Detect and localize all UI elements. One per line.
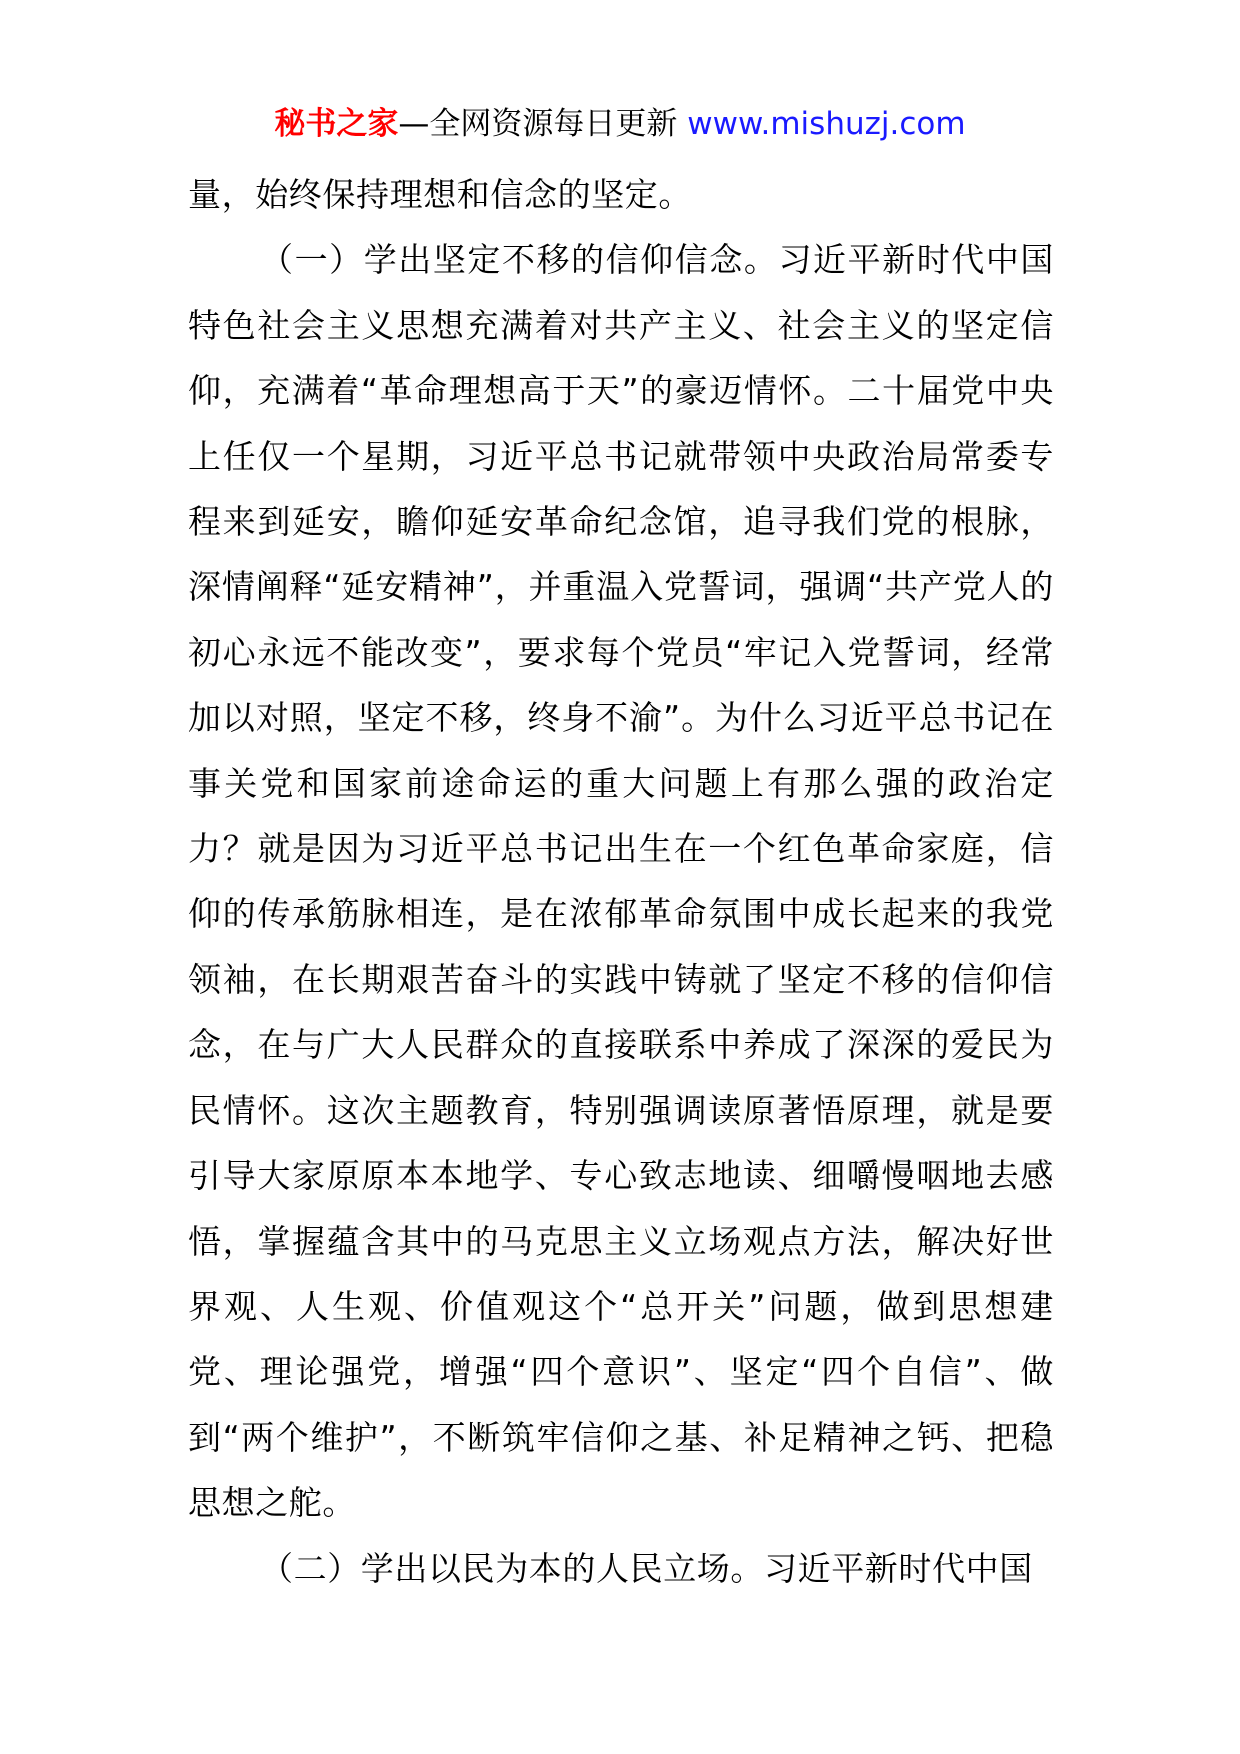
paragraph-continuation: 量，始终保持理想和信念的坚定。 bbox=[188, 175, 692, 214]
brand-name: 秘书之家 bbox=[274, 106, 399, 142]
paragraph-section-2: （二）学出以民为本的人民立场。习近平新时代中国 bbox=[260, 1548, 1033, 1588]
header-tagline: —全网资源每日更新 bbox=[398, 106, 688, 142]
paragraph-section-1: （一）学出坚定不移的信仰信念。习近平新时代中国特色社会主义思想充满着对共产主义、社会主义的坚定信仰，充满着“革命理想高于天”的豪迈情怀。二十届党中央上任仅一个星期，习近平总书记就带领中央政治局常委专程来到延安，瞻仰延安革命纪念馆，追寻我们党的根脉，深情阐释“延安精神”，并重温入党誓词，强调“共产党人的初心永远不能改变”，要求每个党员“牢记入党誓词，经常加以对照，坚定不移，终身不渝”。为什么习近平总书记在事关党和国家前途命运的重大问题上有那么强的政治定力？就是因为习近平总书记出生在一个红色革命家庭，信仰的传承筋脉相连，是在浓郁革命氛围中成长起来的我党领袖，在长期艰苦奋斗的实践中铸就了坚定不移的信仰信念，在与广大人民群众的直接联系中养成了深深的爱民为民情怀。这次主题教育，特别强调读原著悟原理，就是要引导大家原原本本地学、专心致志地读、细嚼慢咽地去感悟，掌握蕴含其中的马克思主义立场观点方法，解决好世界观、人生观、价值观这个“总开关”问题，做到思想建党、理论强党，增强“四个意识”、坚定“四个自信”、做到“两个维护”，不断筑牢信仰之基、补足精神之钙、把稳思想之舵。 bbox=[188, 240, 1054, 1523]
document-body bbox=[188, 162, 1054, 1601]
page-header bbox=[0, 100, 1240, 148]
website-link[interactable]: www.mishuzj.com bbox=[687, 106, 966, 142]
